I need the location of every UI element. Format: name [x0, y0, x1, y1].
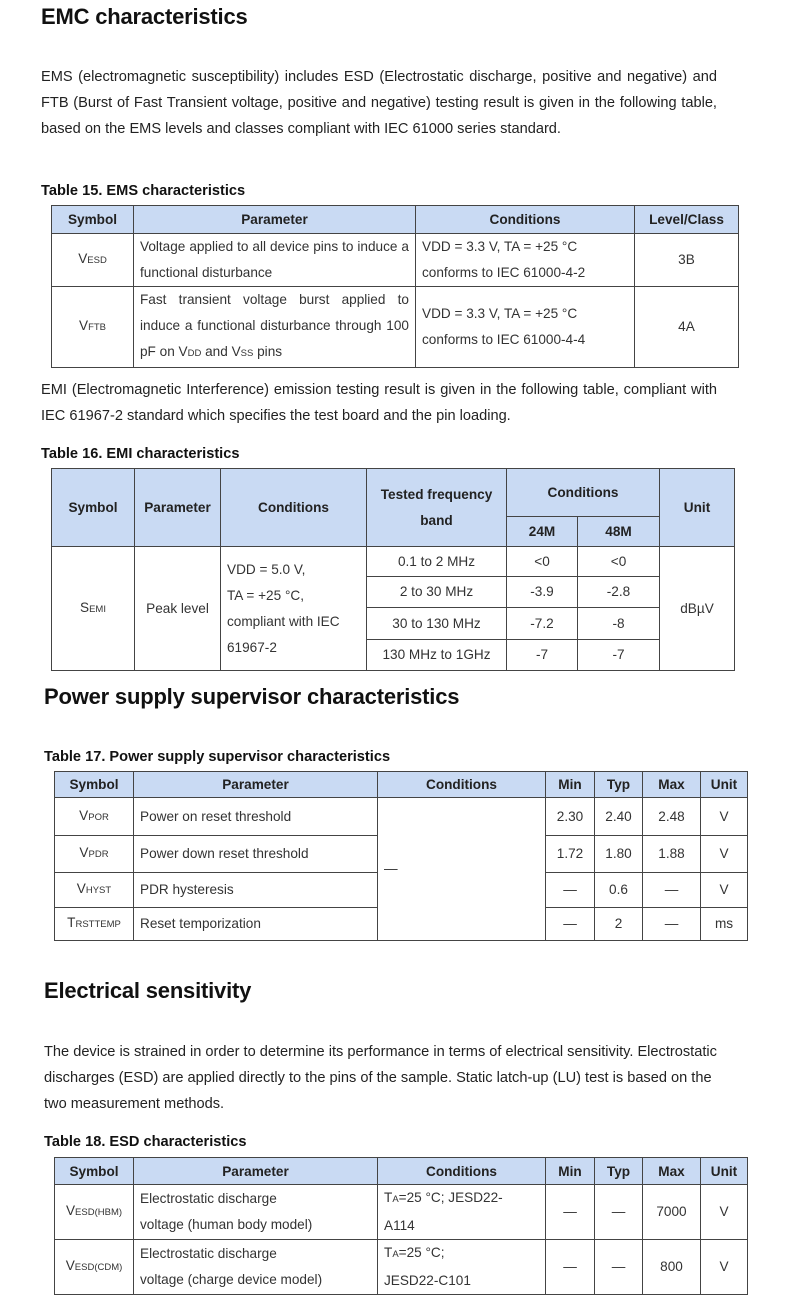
- table18-esd: [54, 1157, 748, 1295]
- typ-cell: 0.6: [595, 873, 643, 908]
- symbol-cell: VESD: [52, 234, 134, 287]
- symbol-cell: VPDR: [55, 836, 134, 873]
- unit-cell: ms: [701, 908, 748, 941]
- table17-power-supply: [54, 771, 748, 941]
- unit-cell: V: [701, 1240, 748, 1295]
- col-header-conditions-group: Conditions: [507, 469, 660, 517]
- parameter-cell: Fast transient voltage burst applied to induce a functional disturbance through 100 pF on VDD and VSS pins: [134, 287, 416, 368]
- emc-intro-paragraph: EMS (electromagnetic susceptibility) includes ESD (Electrostatic discharge, positive and negative) and FTB (Burst of Fast Transient voltage, positive and negative) testing result is given in the following table, based on the EMS levels and classes compliant with IEC 61000 series standard.: [41, 69, 717, 137]
- max-cell: 7000: [643, 1185, 701, 1240]
- col-header-typ: Typ: [595, 772, 643, 798]
- symbol-cell: VESD(HBM): [55, 1185, 134, 1240]
- typ-cell: —: [595, 1240, 643, 1295]
- col-header-symbol: Symbol: [55, 1158, 134, 1185]
- col-header-symbol: Symbol: [52, 469, 135, 547]
- symbol-cell: VESD(CDM): [55, 1240, 134, 1295]
- col-header-unit: Unit: [660, 469, 735, 547]
- table-row: [52, 547, 735, 577]
- emi-intro-paragraph: EMI (Electromagnetic Interference) emission testing result is given in the following table, compliant with IEC 61967-2 standard which specifies the test board and the pin loading.: [41, 382, 717, 424]
- col-header-48m: 48M: [578, 517, 660, 547]
- col-header-symbol: Symbol: [52, 206, 134, 234]
- table18-header-row: [55, 1158, 748, 1185]
- col-header-min: Min: [546, 772, 595, 798]
- col-header-frequency-band: Tested frequency band: [367, 469, 507, 547]
- col-header-unit: Unit: [701, 1158, 748, 1185]
- col-header-max: Max: [643, 1158, 701, 1185]
- unit-cell: V: [701, 1185, 748, 1240]
- parameter-cell: PDR hysteresis: [134, 873, 378, 908]
- band-cell: 30 to 130 MHz: [367, 608, 507, 640]
- conditions-cell: TA=25 °C; JESD22-C101: [378, 1240, 546, 1295]
- conditions-cell: VDD = 3.3 V, TA = +25 °C conforms to IEC 61000-4-2: [416, 234, 635, 287]
- col-header-typ: Typ: [595, 1158, 643, 1185]
- table15-caption: Table 15. EMS characteristics: [41, 183, 246, 199]
- min-cell: —: [546, 1240, 595, 1295]
- min-cell: —: [546, 1185, 595, 1240]
- col-header-conditions: Conditions: [378, 1158, 546, 1185]
- min-cell: 1.72: [546, 836, 595, 873]
- col-header-conditions: Conditions: [416, 206, 635, 234]
- col-header-parameter: Parameter: [135, 469, 221, 547]
- table16-header-row: [52, 469, 735, 517]
- col-header-parameter: Parameter: [134, 772, 378, 798]
- section-title-power-supply: Power supply supervisor characteristics: [44, 684, 460, 709]
- conditions-cell: VDD = 5.0 V, TA = +25 °C, compliant with IEC 61967-2: [221, 547, 367, 671]
- col-header-level-class: Level/Class: [635, 206, 739, 234]
- symbol-cell: VFTB: [52, 287, 134, 368]
- col-header-24m: 24M: [507, 517, 578, 547]
- value-24m-cell: -7: [507, 640, 578, 671]
- conditions-cell: —: [378, 798, 546, 941]
- min-cell: —: [546, 873, 595, 908]
- col-header-parameter: Parameter: [134, 1158, 378, 1185]
- symbol-cell: TRSTTEMP: [55, 908, 134, 941]
- col-header-conditions: Conditions: [378, 772, 546, 798]
- parameter-cell: Power down reset threshold: [134, 836, 378, 873]
- max-cell: —: [643, 873, 701, 908]
- section-title-electrical-sensitivity: Electrical sensitivity: [44, 978, 252, 1003]
- parameter-cell: Electrostatic discharge voltage (charge device model): [134, 1240, 378, 1295]
- typ-cell: 2.40: [595, 798, 643, 836]
- conditions-cell: TA=25 °C; JESD22- A114: [378, 1185, 546, 1240]
- col-header-unit: Unit: [701, 772, 748, 798]
- unit-cell: V: [701, 836, 748, 873]
- band-cell: 2 to 30 MHz: [367, 577, 507, 608]
- max-cell: 2.48: [643, 798, 701, 836]
- value-24m-cell: -3.9: [507, 577, 578, 608]
- value-48m-cell: -2.8: [578, 577, 660, 608]
- value-48m-cell: -8: [578, 608, 660, 640]
- col-header-max: Max: [643, 772, 701, 798]
- band-cell: 130 MHz to 1GHz: [367, 640, 507, 671]
- typ-cell: 2: [595, 908, 643, 941]
- value-24m-cell: -7.2: [507, 608, 578, 640]
- level-cell: 3B: [635, 234, 739, 287]
- table-row: [55, 1240, 748, 1295]
- value-48m-cell: <0: [578, 547, 660, 577]
- unit-cell: V: [701, 873, 748, 908]
- value-48m-cell: -7: [578, 640, 660, 671]
- min-cell: —: [546, 908, 595, 941]
- unit-cell: dBµV: [660, 547, 735, 671]
- table-row: [55, 1185, 748, 1240]
- col-header-min: Min: [546, 1158, 595, 1185]
- typ-cell: —: [595, 1185, 643, 1240]
- symbol-cell: VHYST: [55, 873, 134, 908]
- col-header-symbol: Symbol: [55, 772, 134, 798]
- parameter-cell: Voltage applied to all device pins to induce a functional disturbance: [134, 234, 416, 287]
- table-row: [52, 234, 739, 287]
- col-header-parameter: Parameter: [134, 206, 416, 234]
- table16-caption: Table 16. EMI characteristics: [41, 446, 240, 462]
- parameter-cell: Electrostatic discharge voltage (human body model): [134, 1185, 378, 1240]
- table17-header-row: [55, 772, 748, 798]
- unit-cell: V: [701, 798, 748, 836]
- electrical-intro-paragraph: The device is strained in order to determine its performance in terms of electrical sensitivity. Electrostatic discharges (ESD) are applied directly to the pins of the sample. Static latch-up (LU) test is based on the two measurement methods.: [44, 1044, 717, 1112]
- symbol-cell: SEMI: [52, 547, 135, 671]
- typ-cell: 1.80: [595, 836, 643, 873]
- parameter-cell: Power on reset threshold: [134, 798, 378, 836]
- table17-caption: Table 17. Power supply supervisor characteristics: [44, 749, 391, 765]
- value-24m-cell: <0: [507, 547, 578, 577]
- band-cell: 0.1 to 2 MHz: [367, 547, 507, 577]
- max-cell: 1.88: [643, 836, 701, 873]
- max-cell: —: [643, 908, 701, 941]
- table16-emi: [51, 468, 735, 671]
- parameter-cell: Peak level: [135, 547, 221, 671]
- section-title-emc: EMC characteristics: [41, 4, 248, 29]
- table-row: [55, 798, 748, 836]
- level-cell: 4A: [635, 287, 739, 368]
- table15-header-row: [52, 206, 739, 234]
- table18-caption: Table 18. ESD characteristics: [44, 1134, 247, 1150]
- max-cell: 800: [643, 1240, 701, 1295]
- col-header-conditions: Conditions: [221, 469, 367, 547]
- symbol-cell: VPOR: [55, 798, 134, 836]
- min-cell: 2.30: [546, 798, 595, 836]
- table15-ems: [51, 205, 739, 368]
- conditions-cell: VDD = 3.3 V, TA = +25 °C conforms to IEC 61000-4-4: [416, 287, 635, 368]
- parameter-cell: Reset temporization: [134, 908, 378, 941]
- table-row: [52, 287, 739, 368]
